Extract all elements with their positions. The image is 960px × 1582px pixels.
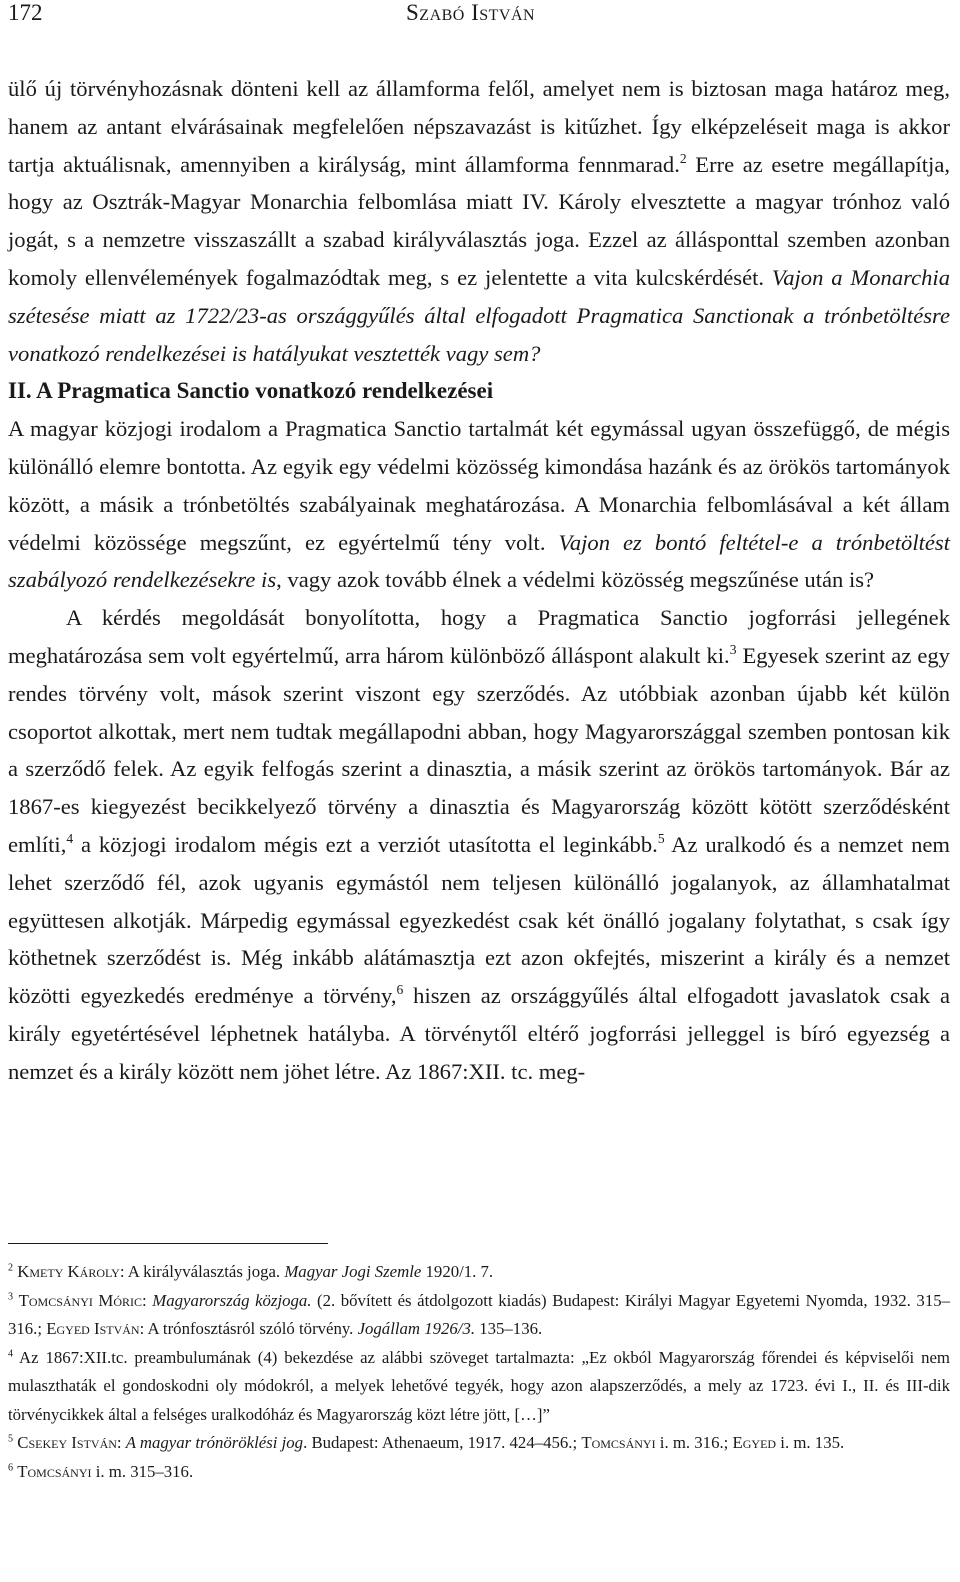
text-run: Erre az esetre megállapítja, hogy az Osztrák-Magyar Monarchia felbomlása miatt IV. Károly elvesztette a magyar trónhoz való jogát, s a nemzetre visszaszállt a szabad királyválasztás joga. Ezzel az állásponttal szemben azonban komoly ellenvélemények fogalmazódtak meg, s ez jelentette a vita kulcskérdését. [8, 151, 950, 290]
text-run: (2. bővített és átdolgozott kiadás) Budapest: Királyi Magyar Egyetemi Nyomda, 1932. 315–316.; [8, 1290, 950, 1338]
footnote-ref-2[interactable]: 2 [679, 150, 687, 166]
text-run: : [142, 1290, 153, 1310]
paragraph-3 [8, 599, 950, 1090]
footnote-title: Magyarország közjoga. [152, 1290, 312, 1310]
footnotes [8, 1258, 950, 1486]
text-run: . Budapest: Athenaeum, 1917. 424–456.; [303, 1433, 582, 1452]
footnote-ref-5[interactable]: 5 [657, 831, 665, 847]
footnote-title: A magyar trónöröklési jog [125, 1433, 304, 1452]
text-run: A kérdés megoldását bonyolította, hogy a Pragmatica Sanctio jogforrási jellegének meghatározása sem volt egyértelmű, arra három különböző álláspont alakult ki. [8, 605, 950, 668]
italic-question: Vajon a Monarchia szétesése miatt az 1722/23-as országgyűlés által elfogadott Pragmatica Sanctionak a trónbetöltésre vonatkozó rendelkezései is hatályukat vesztették vagy sem? [8, 264, 950, 366]
footnote-author: Tomcsányi Móric [18, 1290, 143, 1310]
footnote-ref-4[interactable]: 4 [66, 831, 74, 847]
footnote-number: 4 [8, 1347, 14, 1359]
text-run: i. m. 135. [776, 1433, 845, 1452]
text-run: : A trónfosztásról szóló törvény. [139, 1319, 358, 1338]
footnote-number: 3 [8, 1290, 14, 1302]
text-run: : [116, 1433, 126, 1452]
footnote-author: Tomcsányi [581, 1433, 656, 1452]
footnote-6 [8, 1458, 950, 1487]
body-text [8, 70, 950, 1091]
italic-question: Vajon ez bontó feltétel-e a trónbetöltést szabályozó rendelkezésekre is [8, 529, 951, 593]
text-run: Az uralkodó és a nemzet nem lehet szerződő fél, azok ugyanis egymástól nem teljesen különálló jogalanyok, az államhatalmat együttesen alkotják. Márpedig egymással egyezkedést csak két önálló jogalany folytathat, s csak így köthetnek szerződést is. Még inkább alátámasztja ezt azon okfejtés, miszerint a király és a nemzet közötti egyezkedés eredménye a törvény, [8, 831, 950, 1009]
text-run: i. m. 315–316. [91, 1461, 194, 1481]
text-run: Egyesek szerint az egy rendes törvény volt, mások szerint viszont egy szerződés. Az utóbbiak azonban újabb két külön csoportot alkottak, mert nem tudtak megállapodni abban, hogy Magyarországgal szemben pontosan kik a szerződő felek. Az egyik felfogás szerint a dinasztia, a másik szerint az örökös tartományok. Bár az 1867-es kiegyezést becikkelyező törvény a dinasztia és Magyarország között kötött szerződésként említi, [8, 642, 950, 857]
footnote-author: Egyed [732, 1433, 777, 1452]
text-run: , vagy azok tovább élnek a védelmi közösség megszűnése után is? [276, 567, 875, 593]
footnote-author: Kmety Károly [17, 1262, 120, 1281]
footnote-number: 6 [8, 1461, 14, 1473]
footnote-5 [8, 1429, 950, 1458]
text-run: ülő új törvényhozásnak dönteni kell az államforma felől, amelyet nem is biztosan maga határoz meg, hanem az antant elvárásainak megfelelően népszavazást is kitűzhet. Így elképzeléseit maga is akkor tartja aktuálisnak, amennyiben a királyság, mint államforma fennmarad. [8, 76, 950, 177]
text-run: a közjogi irodalom mégis ezt a verziót utasította el leginkább. [73, 831, 658, 857]
footnote-2 [8, 1258, 950, 1287]
footnote-journal: Magyar Jogi Szemle [284, 1262, 422, 1281]
page-number: 172 [8, 0, 43, 25]
footnote-author: Csekey István [17, 1433, 117, 1452]
text-run: i. m. 316.; [655, 1433, 733, 1452]
footnote-ref-3[interactable]: 3 [729, 642, 737, 658]
section-heading: II. A Pragmatica Sanctio vonatkozó rendelkezései [8, 378, 494, 404]
paragraph-2 [8, 410, 950, 599]
footnote-4 [8, 1344, 950, 1430]
footnote-separator [8, 1243, 328, 1244]
text-run: : A királyválasztás joga. [119, 1262, 285, 1281]
footnote-number: 2 [8, 1262, 14, 1274]
text-run: Az 1867:XII.tc. preambulumának (4) bekezdése az alábbi szöveget tartalmazta: „Ez okból Magyarország főrendei és képviselői nem mulaszthaták el gondoskodni oly módokról, a melyek lehetővé tegyék, hogy azon alapszerződés, a mely az 1723. évi I., II. és III-dik törvénycikkek által a felséges uralkodóház és Magyarország közt létre jött, […]” [8, 1347, 950, 1424]
footnote-author: Tomcsányi [17, 1461, 92, 1481]
running-title: Szabó István [406, 0, 536, 25]
text-run: 1920/1. 7. [421, 1262, 494, 1281]
footnote-journal: Jogállam 1926/3. [357, 1319, 476, 1338]
page-header [8, 0, 950, 30]
footnote-author: Egyed István [46, 1319, 140, 1338]
text-run: A magyar közjogi irodalom a Pragmatica Sanctio tartalmát két egymással ugyan összefüggő, de mégis különálló elemre bontotta. Az egyik egy védelmi közösség kimondása hazánk és az örökös tartományok között, a másik a trónbetöltés szabályainak meghatározása. A Monarchia felbomlásával a két állam védelmi közössége megszűnt, ez egyértelmű tény volt. [8, 416, 950, 555]
footnote-ref-6[interactable]: 6 [396, 982, 404, 998]
text-run: hiszen az országgyűlés által elfogadott javaslatok csak a király egyetértésével léphetnek hatályba. A törvénytől eltérő jogforrási jelleggel is bíró egyezség a nemzet és a király között nem jöhet létre. Az 1867:XII. tc. meg- [8, 983, 950, 1084]
footnote-number: 5 [8, 1433, 14, 1445]
text-run: 135–136. [475, 1319, 543, 1338]
paragraph-1 [8, 70, 950, 372]
footnote-3 [8, 1287, 950, 1344]
